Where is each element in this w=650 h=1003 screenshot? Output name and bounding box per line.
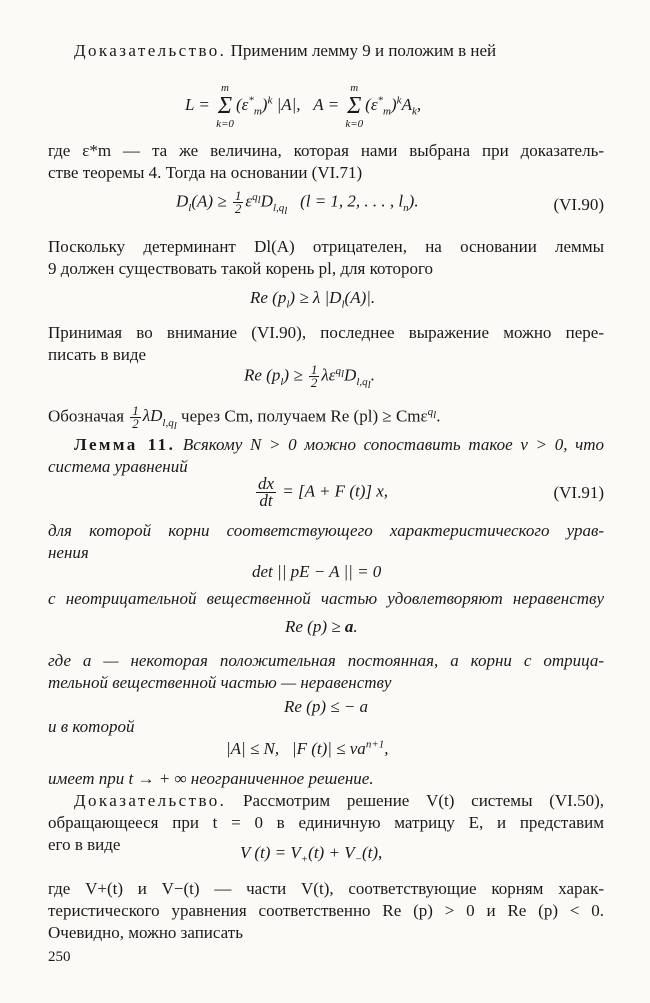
- proof-intro-line: Доказательство. Применим лемму 9 и положим в ней: [74, 41, 497, 60]
- text-line-10: писать в виде: [48, 345, 147, 364]
- text-line-21: тельной вещественной частью — неравенству: [48, 673, 392, 692]
- formula-v-decomposition: V $(t) = V_+(t) + V_-(t)$,: [240, 843, 383, 866]
- text-line-25: имеет при t → + ∞ неограниченное решение.: [48, 769, 374, 788]
- equation-number-vi-90: (VI.90): [553, 195, 604, 214]
- text-line-6: Поскольку детерминант Dl(A) отрицателен, на основании леммы: [48, 237, 604, 256]
- proof-heading: Доказательство.: [74, 41, 227, 60]
- lemma-11-line-2: система уравнений: [48, 457, 188, 476]
- formula-re-p-leq-minus-a: Re (p) ≤ − a: [284, 697, 369, 716]
- page-number: 250: [48, 949, 71, 965]
- formula-vi-91: $\frac{dx}{dt}$ = [A + F (t)] x,: [258, 474, 389, 510]
- formula-re-p-geq-a: Re (p) ≥ a.: [285, 617, 358, 636]
- proof-line-3: его в виде: [48, 835, 121, 854]
- formula-re-p-geq-lambda: Re $(p_l) \ge \lambda$ $|D_l(A)|$.: [250, 288, 376, 311]
- text-line-9: Принимая во внимание (VI.90), последнее выражение можно пере-: [48, 323, 604, 342]
- equation-number-vi-91: (VI.91): [553, 483, 604, 502]
- proof-line-6: Очевидно, можно записать: [48, 923, 243, 942]
- text-line-20: где a — некоторая положительная постоянная, а корни с отрица-: [48, 651, 604, 670]
- text-line-3: где ε*m — та же величина, которая нами выбрана при доказатель-: [48, 141, 604, 160]
- text-line-16: нения: [48, 543, 89, 562]
- formula-vi-90: $D_l(A)$ ≥ $\frac{1}{2}$ $\varepsilon^{q_l}D_{l,q_l}$ (l = 1, 2, . . . , $l_n$).: [176, 188, 419, 217]
- proof-line-4: где V+(t) и V−(t) — части V(t), соответствующие корням харак-: [48, 879, 604, 898]
- formula-det: det || pE − A || = 0: [252, 562, 382, 581]
- lemma-11-line-1: Лемма 11. Всякому N > 0 можно сопоставить такое ν > 0, что: [74, 435, 604, 454]
- proof-line-2: обращающееся при t = 0 в единичную матрицу E, и представим: [48, 813, 604, 832]
- proof-line-5: теристического уравнения соответственно Re (p) > 0 и Re (p) < 0.: [48, 901, 604, 920]
- text-line-15: для которой корни соответствующего характеристического урав-: [48, 521, 604, 540]
- text-line-18: с неотрицательной вещественной частью удовлетворяют неравенству: [48, 589, 604, 608]
- text-line-4: стве теоремы 4. Тогда на основании (VI.71): [48, 163, 363, 182]
- text-line-23: и в которой: [48, 717, 135, 736]
- text-line-7: 9 должен существовать такой корень pl, для которого: [48, 259, 433, 278]
- lemma-heading: Лемма 11.: [74, 435, 176, 454]
- proof-heading-2: Доказательство.: [74, 791, 227, 810]
- proof-line-1: Доказательство. Рассмотрим решение V(t) системы (VI.50),: [74, 791, 604, 810]
- formula-norm-bounds: |A| ≤ N, |F $(t)| \le \nu a^{n+1}$,: [226, 738, 389, 758]
- formula-re-p-half-lambda: Re $(p_l)$ ≥ $\frac{1}{2}$ $\lambda\varepsilon^{q_l}D_{l,q_l}$.: [244, 362, 375, 391]
- formula-L-A: L = m Σ k=0 $(\varepsilon^*_m)^k$ |A|, A = m Σ k=0 $(\varepsilon^*_m)^kA_k$,: [185, 82, 422, 130]
- text-line-12: Обозначая $\frac{1}{2}$ $\lambda D_{l,q_l}$ через Cm, получаем Re (pl) ≥ Cmε$^{q_l}$.: [48, 403, 441, 432]
